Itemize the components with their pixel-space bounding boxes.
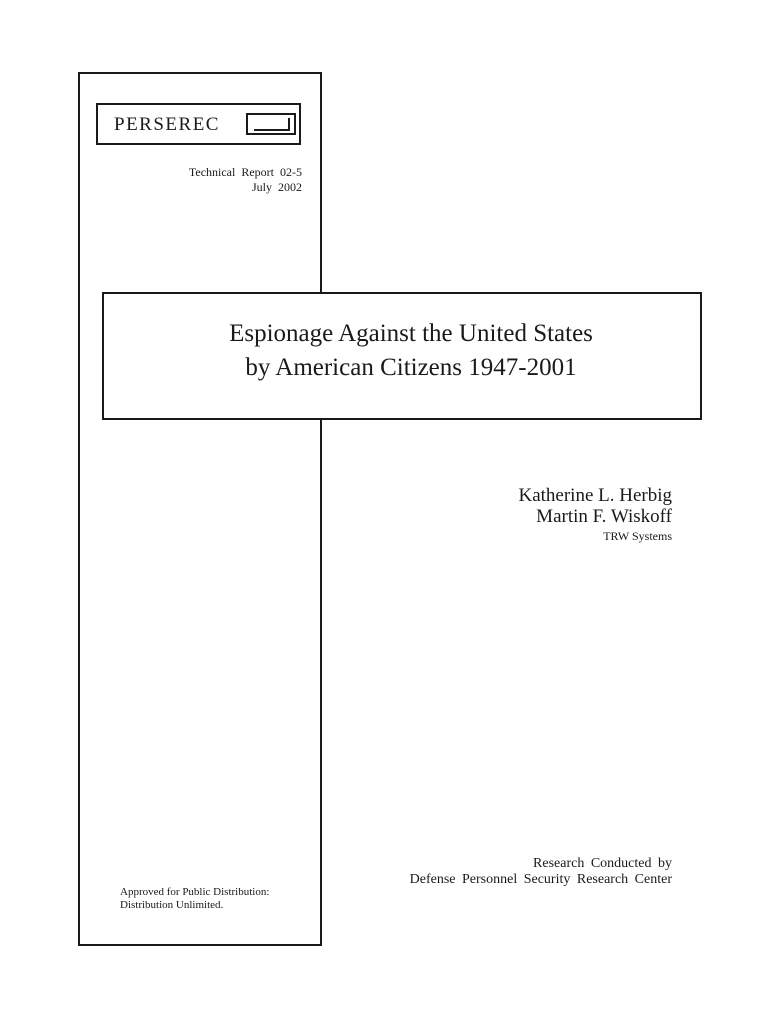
title-line-2: by American Citizens 1947-2001: [245, 354, 577, 381]
research-line-1: Research Conducted by: [533, 856, 672, 871]
author-affiliation: TRW Systems: [603, 529, 672, 543]
title-box: [102, 292, 702, 420]
distribution-statement: [120, 886, 269, 912]
research-line-2: Defense Personnel Security Research Center: [409, 872, 672, 887]
author-2: Martin F. Wiskoff: [536, 506, 672, 527]
report-number: Technical Report 02-5: [188, 165, 302, 179]
report-date: July 2002: [251, 180, 302, 194]
left-column-frame: [78, 72, 322, 946]
research-credit: [410, 856, 672, 888]
logo-mark-icon: [246, 113, 296, 135]
distribution-line-2: Distribution Unlimited.: [120, 899, 224, 911]
perserec-logo: [96, 103, 301, 145]
author-1: Katherine L. Herbig: [518, 485, 672, 506]
distribution-line-1: Approved for Public Distribution:: [120, 886, 270, 898]
authors-block: [518, 485, 672, 543]
logo-text: PERSEREC: [114, 114, 220, 135]
report-info: [189, 165, 302, 195]
title-line-1: Espionage Against the United States: [229, 320, 593, 347]
